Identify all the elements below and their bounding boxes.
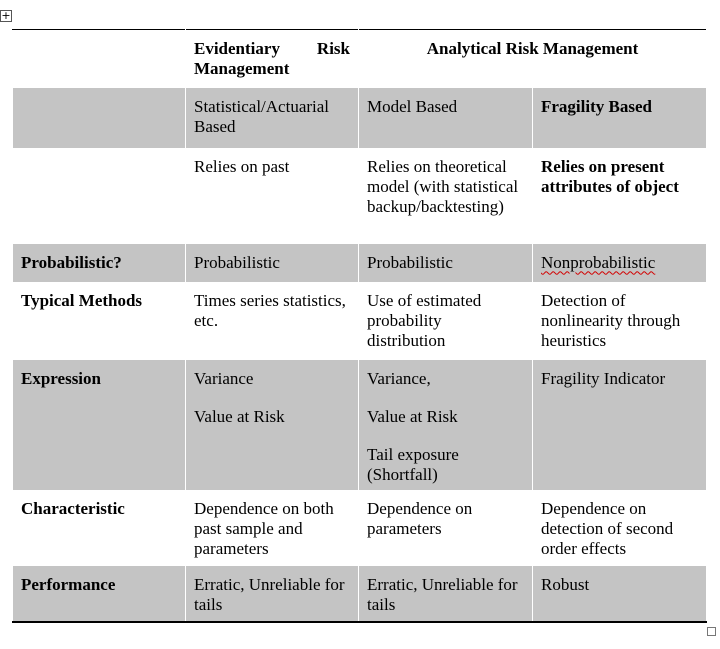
row-label-cell <box>13 148 186 244</box>
header-management-word: Management <box>194 59 290 78</box>
row-label-text: Typical Methods <box>21 290 143 310</box>
cell-text: Use of estimated probability distribution <box>367 290 482 350</box>
cell-c4 <box>533 490 707 566</box>
row-label-cell <box>13 88 186 148</box>
table-header-row <box>13 30 707 88</box>
row-label-typical-methods <box>13 282 186 360</box>
cell-c3 <box>359 282 533 360</box>
cell-text-spellcheck: Nonprobabilistic <box>541 252 656 272</box>
cell-c4 <box>533 148 707 244</box>
table-row <box>13 148 707 244</box>
cell-c2 <box>186 360 359 490</box>
row-label-characteristic <box>13 490 186 566</box>
cell-c4 <box>533 360 707 490</box>
cell-text: Relies on present attributes of object <box>541 156 679 196</box>
row-label-text: Performance <box>21 574 116 594</box>
header-evidentiary-cell <box>186 30 359 88</box>
table-row <box>13 360 707 490</box>
cell-c2 <box>186 490 359 566</box>
cell-text: Robust <box>541 574 590 594</box>
cell-text: Variance <box>194 368 254 388</box>
header-analytical-label: Analytical Risk Management <box>426 39 639 58</box>
cell-text: Model Based <box>367 96 458 116</box>
row-label-probabilistic <box>13 244 186 282</box>
cell-c2 <box>186 88 359 148</box>
cell-c2 <box>186 244 359 282</box>
row-label-text: Expression <box>21 368 101 388</box>
cell-text: Fragility Based <box>541 96 652 116</box>
cell-text: Dependence on both past sample and parameters <box>194 498 334 558</box>
cell-text: Value at Risk <box>367 406 458 426</box>
cell-c4 <box>533 244 707 282</box>
cell-text: Probabilistic <box>194 252 280 272</box>
cell-text: Probabilistic <box>367 252 453 272</box>
cell-text: Dependence on detection of second order effects <box>541 498 674 558</box>
cell-c2 <box>186 566 359 622</box>
cell-c3 <box>359 490 533 566</box>
cell-text: Relies on past <box>194 156 290 176</box>
row-label-text: Probabilistic? <box>21 252 122 272</box>
header-analytical-cell <box>359 30 707 88</box>
cell-text: Detection of nonlinearity through heuristics <box>541 290 681 350</box>
table-row <box>13 566 707 622</box>
table-move-handle[interactable]: + <box>1 9 11 22</box>
table-row <box>13 282 707 360</box>
cell-text: Erratic, Unreliable for tails <box>367 574 518 614</box>
cell-c4 <box>533 88 707 148</box>
header-empty-cell <box>13 30 186 88</box>
cell-text: Variance, <box>367 368 431 388</box>
cell-text: Tail exposure (Shortfall) <box>367 444 459 484</box>
cell-text: Value at Risk <box>194 406 285 426</box>
header-evidentiary-word: Evidentiary <box>194 39 280 58</box>
cell-c2 <box>186 148 359 244</box>
cell-text: Fragility Indicator <box>541 368 666 388</box>
row-label-expression <box>13 360 186 490</box>
table-row <box>13 88 707 148</box>
cell-c3 <box>359 244 533 282</box>
cell-c4 <box>533 566 707 622</box>
row-label-performance <box>13 566 186 622</box>
cell-c3 <box>359 360 533 490</box>
cell-c2 <box>186 282 359 360</box>
cell-text: Statistical/Actuarial Based <box>194 96 330 136</box>
cell-c4 <box>533 282 707 360</box>
table-row <box>13 244 707 282</box>
cell-c3 <box>359 148 533 244</box>
risk-management-table <box>12 29 707 623</box>
cell-c3 <box>359 566 533 622</box>
cell-text: Dependence on parameters <box>367 498 473 538</box>
cell-text: Relies on theoretical model (with statistical backup/backtesting) <box>367 156 519 216</box>
cell-text: Times series statistics, etc. <box>194 290 346 330</box>
row-label-text: Characteristic <box>21 498 125 518</box>
cell-c3 <box>359 88 533 148</box>
table-resize-handle[interactable] <box>707 627 716 636</box>
header-risk-word: Risk <box>316 39 350 58</box>
table-row <box>13 490 707 566</box>
cell-text: Erratic, Unreliable for tails <box>194 574 345 614</box>
